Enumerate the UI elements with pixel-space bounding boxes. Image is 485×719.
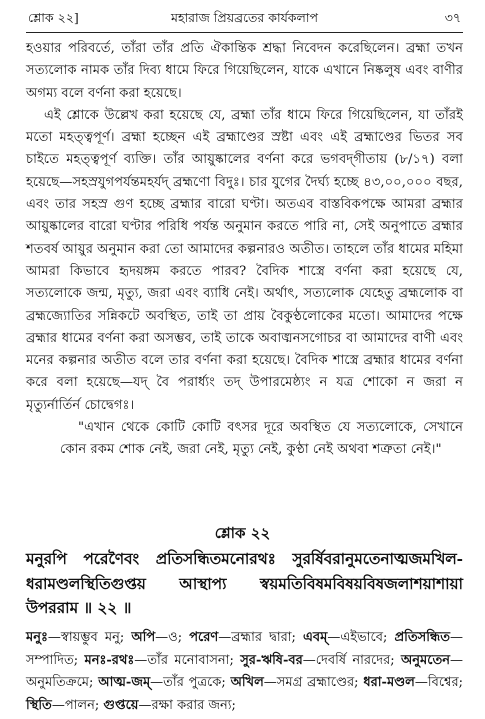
synonym-meaning: —পালন; — [51, 697, 100, 713]
synonym-term: অপি — [131, 630, 156, 645]
synonym-meaning: —স্বায়ম্ভুব মনু; — [47, 630, 125, 645]
purport-text — [26, 38, 463, 462]
header-chapter-title: মহারাজ প্রিয়ব্রতের কার্যকলাপ — [171, 10, 318, 25]
word-for-word-synonyms — [26, 627, 463, 717]
synonym-term: আত্ম-জম্ — [98, 675, 151, 690]
header-rule — [26, 32, 463, 33]
synonym-meaning: —ব্রহ্মার দ্বারা; — [218, 630, 296, 645]
page-number: ৩৭ — [444, 10, 461, 25]
synonym-term: সুর-ঋষি-বর — [240, 652, 303, 668]
synonym-term: মনুঃ — [26, 630, 48, 645]
synonym-meaning: —বিশ্বের; — [414, 675, 464, 690]
purport-paragraph-2: এই শ্লোকে উল্লেখ করা হয়েছে যে, ব্রহ্মা তাঁর ধামে ফিরে গিয়েছিলেন, যা তাঁরই মতো মহত্ত্বপূর্ণ। ব্রহ্মা হচ্ছেন এই ব্রহ্মাণ্ডের স্রষ্টা এবং এই ব্রহ্মাণ্ডের ভিতর সব চাইতে মহত্ত্বপূর্ণ ব্যক্তি। তাঁর আয়ুষ্কালের বর্ণনা করে ভগবদ্‌গীতায় (৮/১৭) বলা হয়েছে—সহস্রযুগপর্যন্তমহর্যদ্ ব্রহ্মণো বিদুঃ। চার যুগের দৈর্ঘ্য হচ্ছে ৪৩,০০,০০০ বছর, এবং তার সহস্র গুণ হচ্ছে ব্রহ্মার বারো ঘণ্টা। অতএব বাস্তবিকপক্ষে আমরা ব্রহ্মার আয়ুষ্কালের বারো ঘণ্টার পরিধি পর্যন্ত অনুমান করতে পারি না, সেই অনুপাতে ব্রহ্মার শতবর্ষ আয়ুর অনুমান করা তো আমাদের কল্পনারও অতীত। তাহলে তাঁর ধামের মহিমা আমরা কিভাবে হৃদয়ঙ্গম করতে পারব? বৈদিক শাস্ত্রে বর্ণনা করা হয়েছে যে, সত্যলোকে জন্ম, মৃত্যু, জরা এবং ব্যাধি নেই। অর্থাৎ, সত্যলোক যেহেতু ব্রহ্মলোক বা ব্রহ্মজ্যোতির সন্নিকটে অবস্থিত, তাই তা প্রায় বৈকুণ্ঠলোকের মতো। আমাদের পক্ষে ব্রহ্মার ধামের বর্ণনা করা অসম্ভব, তাই তাকে অবাঙ্মনসগোচর বা আমাদের বাণী এবং মনের কল্পনার অতীত বলে তার বর্ণনা করা হয়েছে। বৈদিক শাস্ত্রে ব্রহ্মার ধামের বর্ণনা করে বলা হয়েছে—যদ্ বৈ পরার্ধ্যং তদ্ উপারমেষ্ঠ্যং ন যত্র শোকো ন জরা ন মৃত্যুর্নার্তির্ন চোদ্বেগঃ। — [26, 107, 463, 413]
verse-text: মনুরপি পরেণৈবং প্রতিসন্ধিতমনোরথঃ সুরর্ষিবরানুমতেনাত্মজমখিল-ধরামণ্ডলস্থিতিগুপ্তয় আস্থাপ্য স্বয়মতিবিষমবিষয়বিষজলাশয়াশায়া উপররাম ॥ ২২ ॥ — [26, 550, 463, 618]
synonym-meaning: —সম্পাদিত; — [26, 630, 463, 668]
synonym-meaning: —তাঁর মনোবাসনা; — [134, 652, 234, 668]
synonym-term: গুপ্তয়ে — [103, 697, 139, 713]
synonym-term: পরেণ — [189, 630, 219, 645]
synonym-meaning: —ও; — [155, 630, 183, 645]
synonym-meaning: —দেবর্ষি নারদের; — [302, 652, 395, 668]
purport-quote: "এখান থেকে কোটি কোটি বৎসর দূরে অবস্থিত যে সত্যলোকে, সেখানে কোন রকম শোক নেই, জরা নেই, মৃত্যু নেই, কুণ্ঠা নেই অথবা শত্রুতা নেই।" — [60, 420, 463, 458]
purport-paragraph-1: হওয়ার পরিবর্তে, তাঁরা তাঁর প্রতি ঐকান্তিক শ্রদ্ধা নিবেদন করেছিলেন। ব্রহ্মা তখন সত্যলোক নামক তাঁর দিব্য ধামে ফিরে গিয়েছিলেন, যাকে এখানে নিষ্কলুষ এবং বাণীর অগম্য বলে বর্ণনা করা হয়েছে। — [26, 41, 463, 101]
synonym-term: অনুমতেন — [401, 652, 450, 668]
running-header — [28, 10, 461, 32]
synonym-term: ধরা-মণ্ডল — [363, 675, 415, 690]
synonym-term: এবম্ — [303, 630, 328, 645]
synonym-term: স্থিতি — [26, 697, 52, 713]
synonym-term: মনঃ-রথঃ — [84, 652, 135, 668]
header-verse-ref: শ্লোক ২২] — [28, 10, 79, 25]
synonym-term: অখিল — [230, 675, 264, 690]
synonym-meaning: —রক্ষা করার জন্য; — [138, 697, 236, 713]
verse-heading: শ্লোক ২২ — [214, 524, 271, 542]
synonym-meaning: —অনুমতিক্রমে; — [26, 652, 463, 690]
synonym-meaning: —এইভাবে; — [327, 630, 388, 645]
synonym-meaning: —সমগ্র ব্রহ্মাণ্ডের; — [263, 675, 359, 690]
synonym-term: প্রতিসন্ধিত — [394, 630, 450, 645]
synonym-meaning: —তাঁর পুত্রকে; — [150, 675, 226, 690]
